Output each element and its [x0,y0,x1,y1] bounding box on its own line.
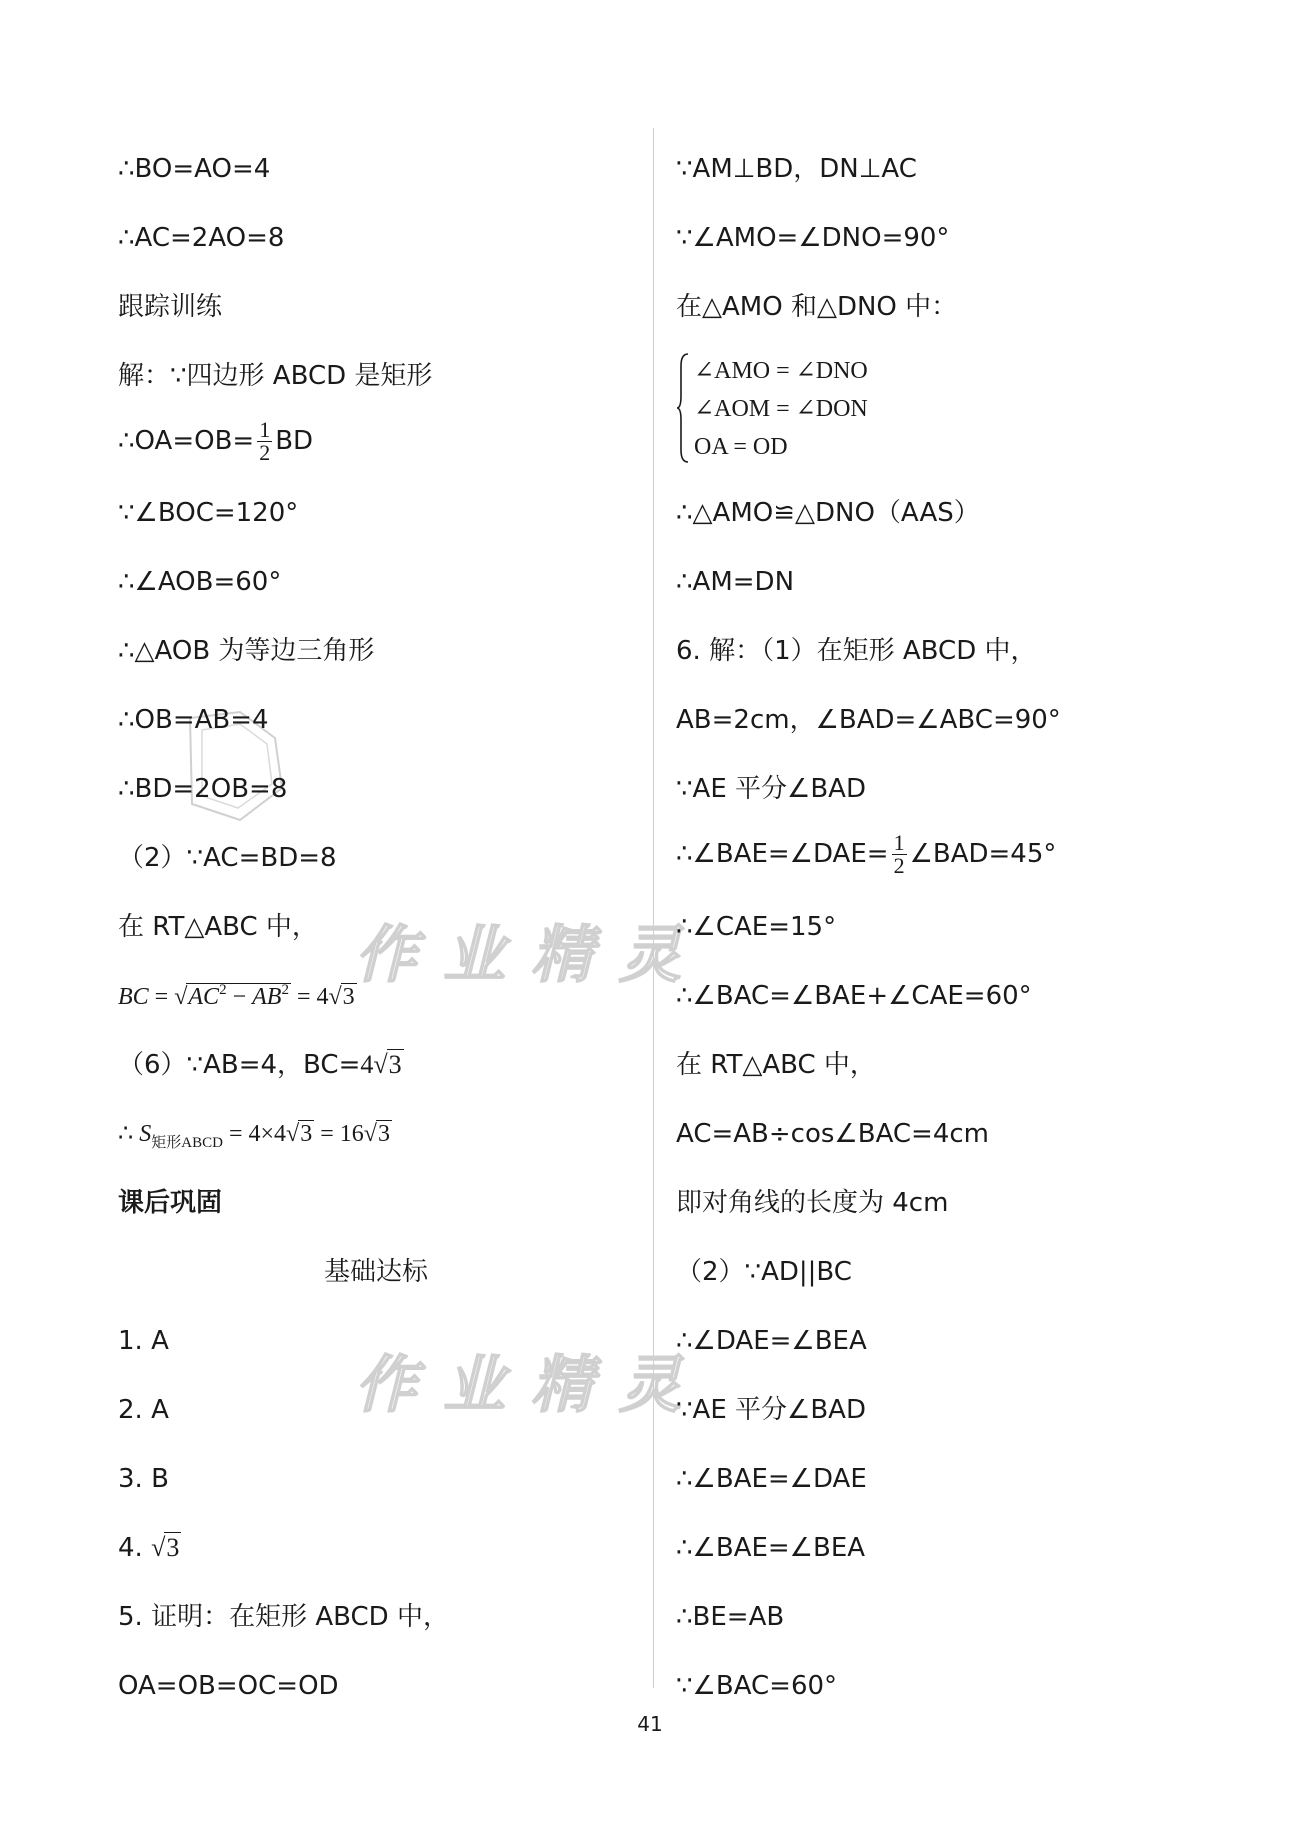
text-line: ∵AM⊥BD，DN⊥AC [676,154,917,184]
text-line: AC=AB÷cos∠BAC=4cm [676,1119,990,1149]
text-line: ∴BD=2OB=8 [118,774,288,804]
text-line: ∵AE 平分∠BAD [676,774,866,804]
equation-line: ∠AMO = ∠DNO [694,358,868,384]
answer-line: 2. A [118,1395,169,1425]
text-segment: （6）∵AB=4，BC= [118,1050,361,1080]
text-line: （2）∵AC=BD=8 [118,843,337,873]
formula-line [118,1117,392,1151]
formula-exponent: 2 [219,982,227,998]
sqrt-expression: √3 [373,1050,402,1079]
radicand: 3 [342,984,355,1010]
text-line: 即对角线的长度为 4cm [676,1188,949,1218]
watermark-text: 作业精灵 [355,1348,708,1421]
radicand: 3 [388,1050,402,1079]
text-line: ∴∠BAC=∠BAE+∠CAE=60° [676,981,1032,1011]
formula-op: = 4 [290,984,329,1010]
formula-op: = 16 [314,1121,364,1147]
text-line: ∵∠BOC=120° [118,498,299,528]
sqrt-expression: √3 [328,984,355,1010]
formula-op: = [148,984,175,1010]
watermark-text: 作业精灵 [355,918,708,991]
text-line: AB=2cm，∠BAD=∠ABC=90° [676,705,1061,735]
text-line [676,827,1056,881]
equation-system [676,352,936,464]
sqrt-expression: √3 [286,1121,313,1147]
fraction [257,419,272,464]
formula-op: = 4×4 [222,1121,287,1147]
fraction-denominator: 2 [259,440,271,465]
fraction-denominator: 2 [893,853,905,878]
formula-op: ∴ [118,1121,140,1147]
text-line: ∴△AOB 为等边三角形 [118,636,375,666]
formula-coef: 4 [360,1050,374,1079]
text-segment: ∠BAD=45° [909,839,1057,869]
text-line: ∴∠BAE=∠DAE [676,1464,867,1494]
radicand: 3 [166,1533,180,1562]
formula-var: AB [252,984,282,1010]
text-line [118,414,313,468]
text-line: OA=OB=OC=OD [118,1671,339,1701]
equation-line: OA = OD [694,434,788,460]
text-line: ∴OB=AB=4 [118,705,269,735]
text-segment: ∴OA=OB= [118,426,255,456]
text-line: ∵∠BAC=60° [676,1671,838,1701]
answer-line: 3. B [118,1464,169,1494]
sqrt-expression: $√AC^2 - AB^2$ [174,982,289,1010]
text-line: 6. 解：（1）在矩形 ABCD 中， [676,636,1037,666]
answer-line: 1. A [118,1326,169,1356]
text-line: 在△AMO 和△DNO 中： [676,292,958,322]
text-line: ∴AC=2AO=8 [118,223,285,253]
formula-var: AC [188,984,220,1010]
text-line: ∴∠AOB=60° [118,567,282,597]
answer-line [118,1531,181,1565]
formula-exponent: 2 [281,982,289,998]
radicand: 3 [377,1121,390,1147]
text-line: 5. 证明：在矩形 ABCD 中， [118,1602,449,1632]
text-line: ∴BE=AB [676,1602,785,1632]
text-segment: ∴∠BAE=∠DAE= [676,839,889,869]
text-line: ∵∠AMO=∠DNO=90° [676,223,950,253]
text-line: ∴∠BAE=∠BEA [676,1533,866,1563]
formula-subscript: 矩形ABCD [151,1135,223,1151]
fraction-numerator: 1 [259,417,271,442]
text-line: ∴∠CAE=15° [676,912,837,942]
formula-line [118,980,357,1014]
text-segment: BD [275,426,314,456]
text-segment: 4. [118,1533,152,1563]
page-number: 41 [637,1712,663,1736]
text-line: ∴∠DAE=∠BEA [676,1326,867,1356]
text-line: 解：∵四边形 ABCD 是矩形 [118,361,433,391]
sqrt-expression: √3 [151,1533,180,1562]
equation-line: ∠AOM = ∠DON [694,396,868,422]
sqrt-expression: √3 [363,1121,390,1147]
formula-op: − [226,984,253,1010]
fraction [892,832,907,877]
column-divider [653,128,654,1688]
left-brace-icon [676,352,690,462]
text-line: （2）∵AD||BC [676,1257,852,1287]
text-line: ∴AM=DN [676,567,795,597]
formula-var: S [139,1121,152,1147]
text-line: 在 RT△ABC 中， [118,912,318,942]
text-line [118,1048,404,1082]
equation-lines [694,352,868,466]
text-line: ∴△AMO≌△DNO（AAS） [676,498,980,528]
fraction-numerator: 1 [893,830,905,855]
subsection-heading: 基础达标 [324,1257,429,1287]
text-line: ∵AE 平分∠BAD [676,1395,866,1425]
text-line: 在 RT△ABC 中， [676,1050,876,1080]
radicand: 3 [300,1121,313,1147]
section-heading: 跟踪训练 [118,292,223,322]
formula-var: BC [118,984,149,1010]
text-line: ∴BO=AO=4 [118,154,271,184]
section-heading: 课后巩固 [118,1188,223,1218]
